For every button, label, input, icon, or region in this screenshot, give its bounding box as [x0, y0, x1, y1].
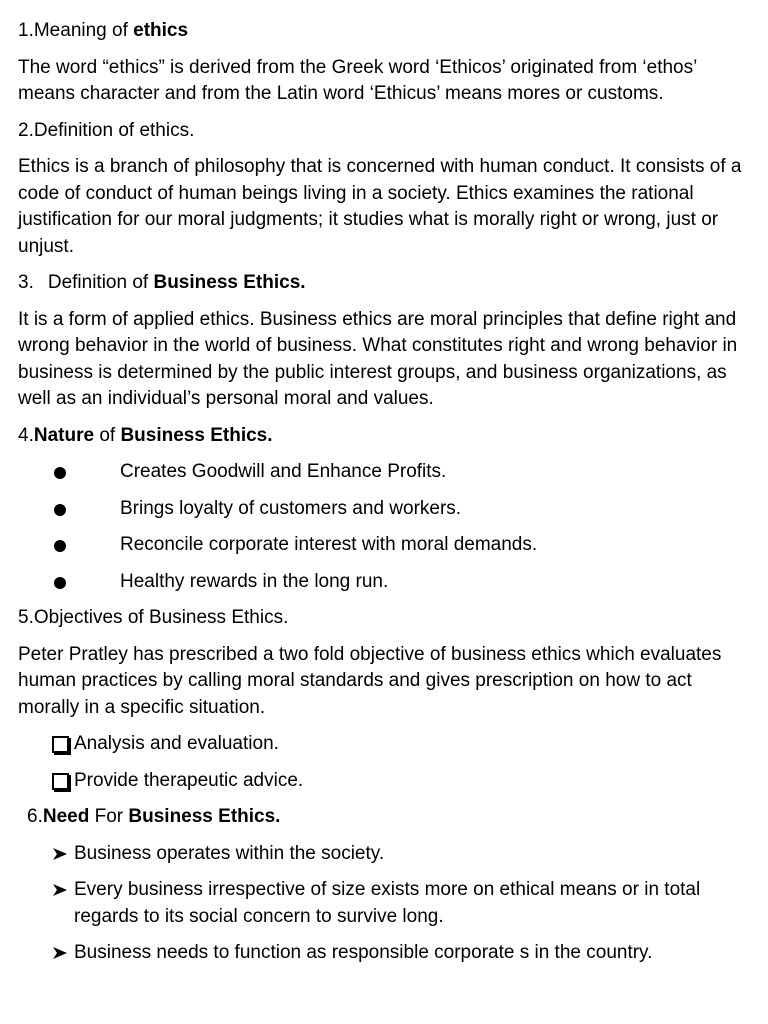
list-item — [18, 731, 753, 758]
section-1-heading — [18, 18, 753, 45]
bullet-icon — [54, 467, 66, 479]
section-3-label: Definition of — [47, 272, 154, 293]
section-4-bold-nature: Nature — [33, 424, 95, 446]
list-item-text: Creates Goodwill and Enhance Profits. — [120, 461, 447, 482]
section-6-bold-need: Need — [42, 806, 90, 827]
section-4-bold-business: Business Ethics. — [120, 424, 273, 446]
checkbox-square-icon — [52, 736, 69, 753]
list-item — [18, 940, 753, 967]
section-6-bold-business: Business Ethics. — [128, 806, 281, 827]
list-item-text: Analysis and evaluation. — [74, 733, 279, 754]
list-item-text: Business needs to function as responsible corporate s in the country. — [74, 942, 653, 963]
list-item — [18, 877, 753, 930]
section-3-heading — [18, 270, 753, 297]
bullet-icon — [54, 540, 66, 552]
list-item — [18, 459, 753, 486]
section-6-mid: For — [89, 806, 129, 827]
list-item-text: Reconcile corporate interest with moral demands. — [120, 534, 538, 555]
list-item — [18, 496, 753, 523]
document-page — [18, 18, 753, 977]
section-1-label: Meaning of — [33, 20, 134, 41]
bullet-icon — [54, 577, 66, 589]
arrowhead-icon — [52, 847, 68, 861]
list-item-text: Business operates within the society. — [74, 842, 385, 864]
section-5-body: Peter Pratley has prescribed a two fold objective of business ethics which evaluates human practices by calling moral standards and gives prescription on how to act morally in a specific situation. — [18, 643, 722, 718]
section-1-bold: ethics — [133, 20, 189, 41]
bullet-icon — [54, 504, 66, 516]
list-item — [18, 569, 753, 596]
list-item — [18, 768, 753, 795]
section-6-number: 6. — [27, 806, 43, 827]
section-3-body: It is a form of applied ethics. Business ethics are moral principles that define right and wrong behavior in the world of business. What constitutes right and wrong behavior in business is determined by the public interest groups, and business organizations, as well as an individual’s personal moral and values. — [18, 308, 738, 409]
section-4-mid: of — [94, 424, 121, 446]
section-2-body: Ethics is a branch of philosophy that is concerned with human conduct. It consists of a code of conduct of human beings living in a society. Ethics examines the rational justification for our moral judgments; it studies what is morally right or wrong, just or unjust. — [18, 156, 742, 257]
section-1-body: The word “ethics” is derived from the Greek word ‘Ethicos’ originated from ‘ethos’ means character and from the Latin word ‘Ethicus’ means mores or customs. — [18, 56, 697, 104]
list-item — [18, 841, 753, 868]
list-item-text: Every business irrespective of size exists more on ethical means or in total regards to its social concern to survive long. — [74, 879, 701, 927]
list-item-text: Brings loyalty of customers and workers. — [120, 497, 462, 519]
nature-list — [18, 459, 753, 595]
need-list — [18, 841, 753, 967]
objectives-list — [18, 731, 753, 794]
section-5-heading: 5.Objectives of Business Ethics. — [18, 607, 289, 628]
list-item — [18, 532, 753, 559]
section-2-heading: 2.Definition of ethics. — [18, 119, 195, 141]
checkbox-square-icon — [52, 773, 69, 790]
section-4-heading — [18, 423, 753, 450]
section-6-heading — [27, 804, 753, 831]
list-item-text: Provide therapeutic advice. — [74, 769, 304, 791]
section-3-number: 3. — [18, 272, 34, 293]
section-1-number: 1. — [18, 20, 34, 41]
section-3-bold: Business Ethics. — [153, 272, 306, 293]
list-item-text: Healthy rewards in the long run. — [120, 570, 389, 592]
arrowhead-icon — [52, 883, 68, 897]
arrowhead-icon — [52, 946, 68, 960]
section-4-number: 4. — [18, 424, 34, 446]
